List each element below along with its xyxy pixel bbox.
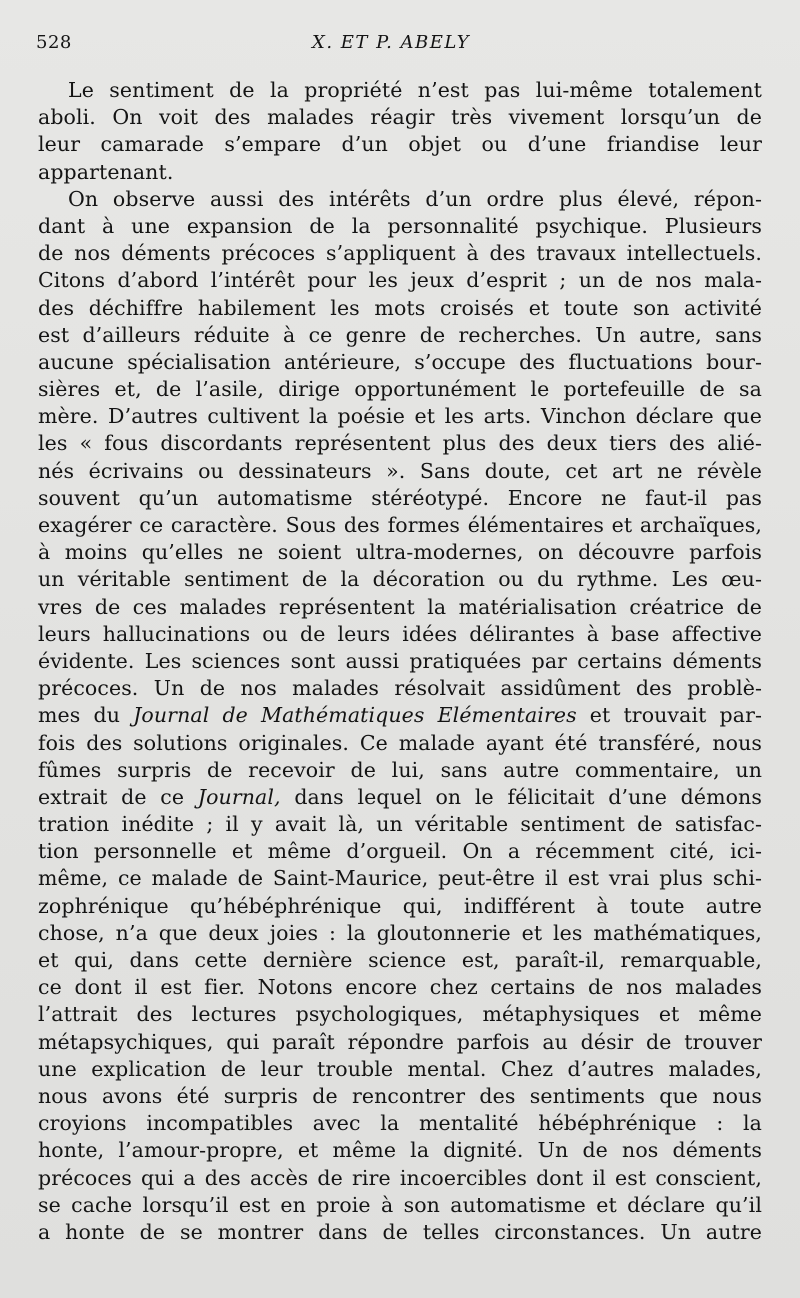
text-line: souvent qu’un automatisme stéréotypé. Encore ne faut-il pas (38, 485, 762, 510)
text-line: zophrénique qu’hébéphrénique qui, indifférent à toute autre (38, 893, 762, 918)
italic-title: Journal, (197, 784, 281, 809)
text-line: tion personnelle et même d’orgueil. On a récemment cité, ici- (38, 839, 762, 864)
text-line: nous avons été surpris de rencontrer des sentiments que nous (38, 1083, 762, 1108)
text-line: et qui, dans cette dernière science est, paraît-il, remarquable, (38, 948, 762, 972)
text-segment: et trouvait par- (576, 703, 762, 728)
text-line: croyions incompatibles avec la mentalité hébéphrénique : la (38, 1111, 762, 1136)
text-line: dant à une expansion de la personnalité psychique. Plusieurs (38, 213, 762, 238)
text-line: évidente. Les sciences sont aussi pratiquées par certains déments (38, 648, 762, 673)
body-text (38, 77, 762, 1246)
text-line: leurs hallucinations ou de leurs idées délirantes à base affective (38, 621, 762, 646)
text-line: On observe aussi des intérêts d’un ordre plus élevé, répon- (68, 186, 762, 211)
text-line: même, ce malade de Saint-Maurice, peut-être il est vrai plus schi- (38, 866, 762, 891)
text-segment: dans lequel on le félicitait d’une démons (280, 784, 762, 809)
text-line: est d’ailleurs réduite à ce genre de recherches. Un autre, sans (38, 322, 762, 347)
text-line: appartenant. (38, 159, 174, 184)
text-line: fûmes surpris de recevoir de lui, sans autre commentaire, un (38, 757, 762, 782)
text-line: honte, l’amour-propre, et même la dignité. Un de nos déments (38, 1138, 762, 1163)
running-head: X. ET P. ABELY (312, 32, 471, 53)
text-line: exagérer ce caractère. Sous des formes élémentaires et archaïques, (38, 513, 762, 537)
text-line: les « fous discordants représentent plus des deux tiers des alié- (38, 431, 762, 456)
text-line: des déchiffre habilement les mots croisés et toute son activité (38, 295, 762, 320)
text-line: l’attrait des lectures psychologiques, métaphysiques et même (38, 1002, 762, 1027)
text-segment: mes du (38, 703, 134, 728)
text-line: un véritable sentiment de la décoration ou du rythme. Les œu- (38, 567, 762, 592)
text-line: précoces qui a des accès de rire incoercibles dont il est conscient, (38, 1165, 762, 1190)
text-line: à moins qu’elles ne soient ultra-modernes, on découvre parfois (38, 540, 762, 565)
text-line: fois des solutions originales. Ce malade ayant été transféré, nous (38, 730, 762, 755)
text-line: a honte de se montrer dans de telles circonstances. Un autre (38, 1219, 762, 1244)
text-line: Citons d’abord l’intérêt pour les jeux d’esprit ; un de nos mala- (38, 268, 762, 293)
text-line: de nos déments précoces s’appliquent à des travaux intellectuels. (38, 241, 762, 266)
text-line: métapsychiques, qui paraît répondre parfois au désir de trouver (38, 1029, 762, 1054)
text-line: Le sentiment de la propriété n’est pas lui-même totalement (68, 78, 762, 102)
italic-title: Journal de Mathématiques Elémentaires (133, 703, 577, 728)
text-line: précoces. Un de nos malades résolvait assidûment des problè- (38, 676, 762, 701)
text-line: nés écrivains ou dessinateurs ». Sans doute, cet art ne révèle (38, 458, 762, 483)
text-line: leur camarade s’empare d’un objet ou d’une friandise leur (38, 132, 762, 157)
text-line: vres de ces malades représentent la matérialisation créatrice de (38, 594, 762, 619)
text-line: chose, n’a que deux joies : la gloutonnerie et les mathématiques, (38, 920, 762, 945)
page-header (36, 32, 760, 58)
text-line: mère. D’autres cultivent la poésie et les arts. Vinchon déclare que (38, 404, 762, 429)
text-line: sières et, de l’asile, dirige opportunément le portefeuille de sa (38, 377, 762, 402)
text-line (38, 702, 762, 729)
text-segment: extrait de ce (38, 784, 198, 809)
text-line: aucune spécialisation antérieure, s’occupe des fluctuations bour- (38, 349, 762, 374)
text-line: une explication de leur trouble mental. Chez d’autres malades, (38, 1056, 762, 1081)
text-line (38, 784, 762, 811)
text-line: ce dont il est fier. Notons encore chez certains de nos malades (38, 975, 762, 1000)
text-line: aboli. On voit des malades réagir très vivement lorsqu’un de (38, 105, 762, 130)
page-number: 528 (36, 32, 72, 53)
text-line: tration inédite ; il y avait là, un véritable sentiment de satisfac- (38, 812, 762, 837)
text-line: se cache lorsqu’il est en proie à son automatisme et déclare qu’il (38, 1192, 762, 1217)
